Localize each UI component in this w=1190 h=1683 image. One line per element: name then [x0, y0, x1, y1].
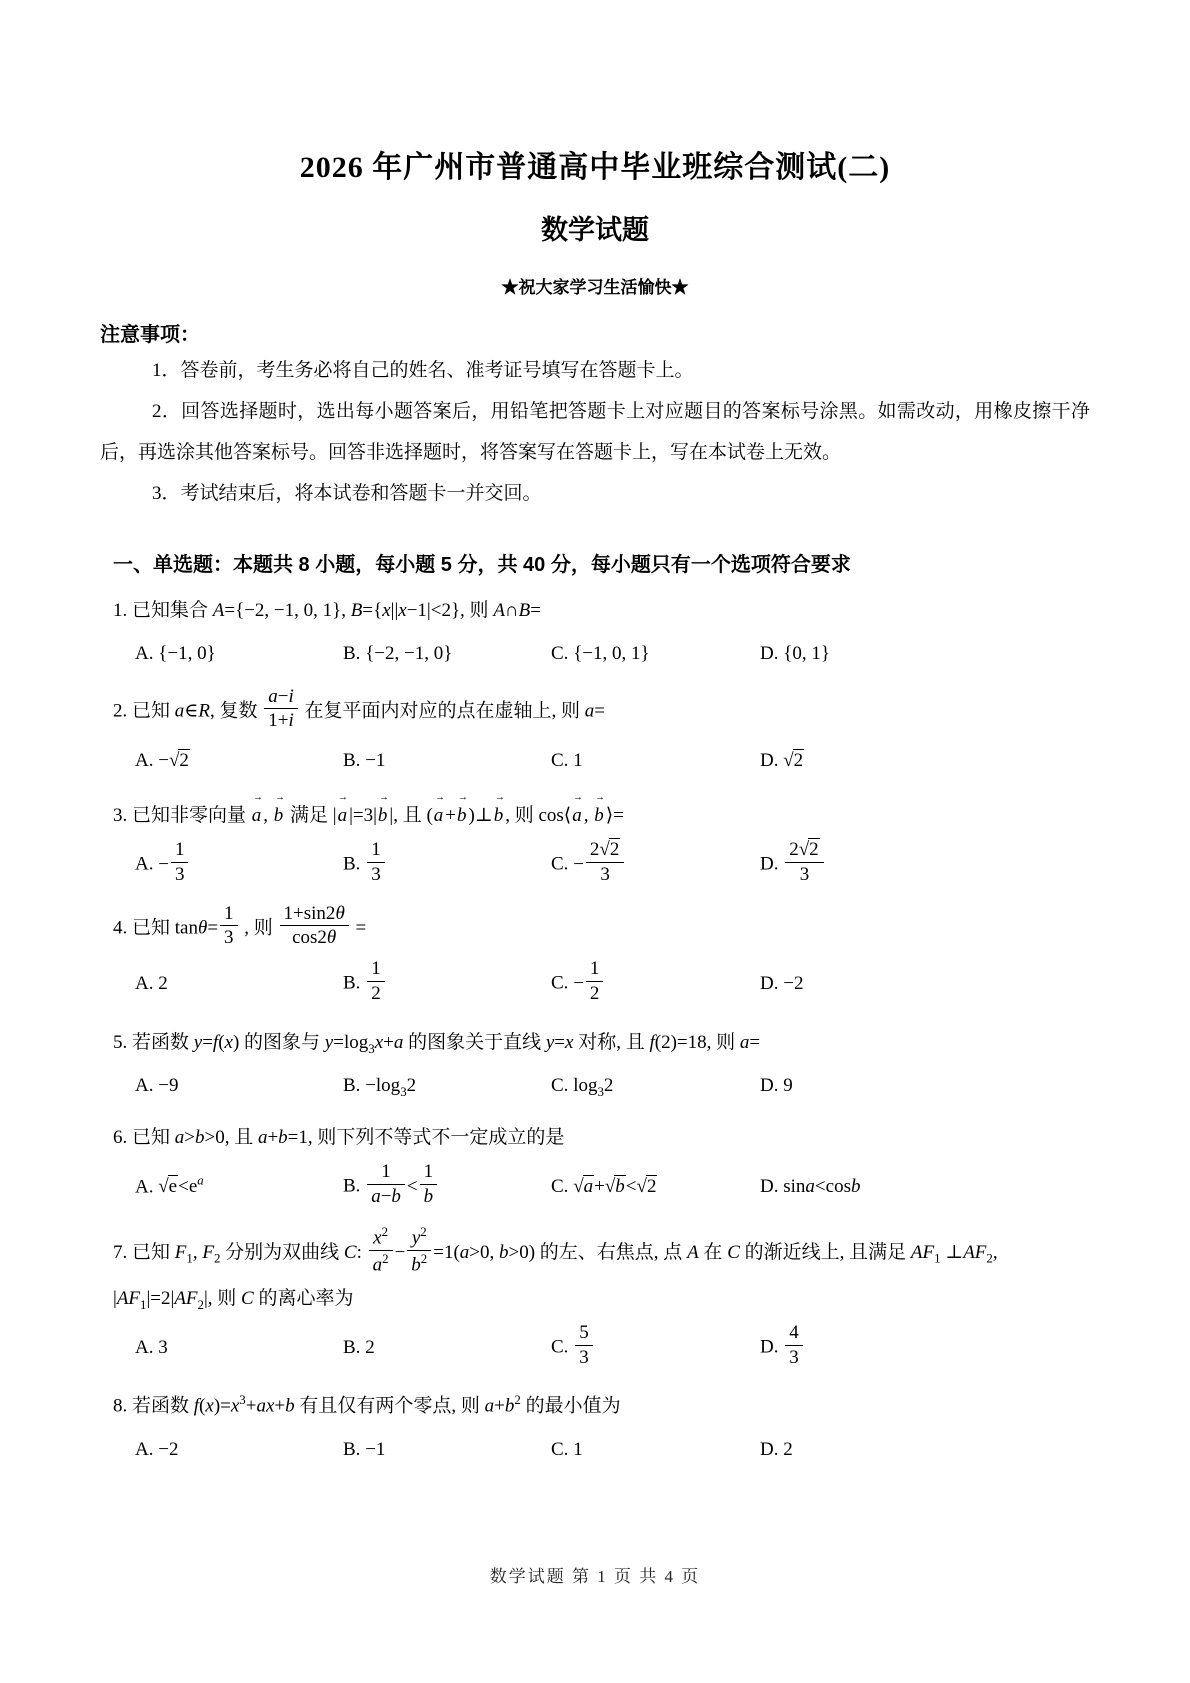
option-value: − $\frac{1}{3}$: [158, 854, 190, 875]
question-3: [100, 794, 1090, 890]
option-value: −√2: [158, 750, 189, 772]
option-value: $\frac{1}{2}$: [365, 973, 387, 994]
option-label: C.: [551, 643, 569, 665]
option-7B: [343, 1330, 551, 1366]
option-6C: [551, 1169, 760, 1205]
option-1B: [343, 636, 551, 672]
option-label: B.: [343, 1438, 361, 1460]
question-stem: 8. 若函数 $f(x)=x^3+ax+b$ 有且仅有两个零点, 则 $a+b^2$ 的最小值为: [113, 1392, 621, 1417]
option-4A: [135, 966, 343, 1002]
option-label: D.: [760, 1074, 779, 1096]
option-value: {0, 1}: [783, 643, 830, 665]
page-title: 2026 年广州市普通高中毕业班综合测试(二): [299, 151, 891, 184]
option-value: $\log_32$: [573, 1074, 614, 1099]
question-stem: 2. 已知 a∈R, 复数 $\frac{a-i}{1+i}$ 在复平面内对应的点在虚轴上, 则 a=: [113, 685, 605, 732]
option-2A: [135, 743, 343, 779]
option-label: B.: [343, 643, 361, 665]
options-row: [100, 960, 1090, 1009]
option-value: $\frac{4}{3}$: [783, 1336, 805, 1357]
option-value: 9: [783, 1074, 793, 1096]
motto: ★祝大家学习生活愉快★: [501, 278, 689, 297]
option-value: −2: [783, 973, 804, 995]
notice-item: 1．答卷前，考生务必将自己的姓名、准考证号填写在答题卡上。: [152, 360, 694, 381]
option-value: −2: [158, 1438, 179, 1460]
option-2D: [760, 743, 1090, 779]
question-5: [100, 1024, 1090, 1104]
options-row: [100, 1321, 1090, 1373]
option-value: 3: [158, 1337, 168, 1358]
options-row: [100, 841, 1090, 890]
option-7C: [551, 1321, 760, 1373]
option-label: A.: [135, 1337, 154, 1358]
option-8D: [760, 1432, 1090, 1468]
option-value: sina<cosb: [783, 1176, 861, 1198]
question-stem: 4. 已知 tanθ= $\frac{1}{3}$ , 则 $\frac{1+\sin 2\theta}{\cos 2\theta}$ =: [113, 902, 367, 949]
option-value: $\frac{1}{3}$: [365, 854, 387, 875]
option-value: {−1, 0, 1}: [573, 643, 650, 665]
options-row: [100, 1163, 1090, 1212]
option-value: $\frac{5}{3}$: [573, 1336, 595, 1357]
question-1: [100, 592, 1090, 672]
option-label: C.: [551, 853, 569, 875]
option-value: $\frac{2√2}{3}$: [783, 854, 825, 875]
question-8: [100, 1387, 1090, 1467]
option-label: A.: [135, 1176, 154, 1198]
option-6D: [760, 1169, 1090, 1205]
notice-item: 3．考试结束后，将本试卷和答题卡一并交回。: [152, 482, 542, 504]
option-8A: [135, 1432, 343, 1468]
option-3C: [551, 841, 760, 890]
notice-heading: 注意事项：: [100, 324, 200, 346]
option-6A: [135, 1169, 343, 1205]
option-1D: [760, 636, 1090, 672]
question-stem: 1. 已知集合 A={−2, −1, 0, 1}, B={x||x−1|<2}, 则 A∩B=: [113, 600, 541, 622]
notice-item: 2．回答选择题时，选出每小题答案后，用铅笔把答题卡上对应题目的答案标号涂黑。如需改动，用橡皮擦干净后，再选涂其他答案标号。回答非选择题时，将答案写在答题卡上，写在本试卷上无效。: [100, 400, 1090, 463]
option-label: D.: [760, 1176, 779, 1198]
option-4D: [760, 966, 1090, 1002]
option-value: {−1, 0}: [158, 643, 216, 665]
option-4C: [551, 960, 760, 1009]
question-6: [100, 1119, 1090, 1212]
option-5C: [551, 1068, 760, 1104]
option-value: − $\frac{1}{2}$: [573, 973, 605, 994]
option-label: A.: [135, 973, 154, 995]
option-label: B.: [343, 1175, 361, 1197]
option-7A: [135, 1330, 343, 1366]
option-label: C.: [551, 972, 569, 994]
option-value: $-\log_32$: [365, 1074, 417, 1099]
question-7: [100, 1223, 1090, 1373]
option-label: D.: [760, 973, 779, 995]
question-stem: 5. 若函数 y=f(x) 的图象与 $y=\log_3x+a$ 的图象关于直线 y=x 对称, 且 f(2)=18, 则 a=: [113, 1031, 761, 1056]
questions: [100, 592, 1090, 1467]
option-5D: [760, 1068, 1090, 1104]
option-label: D.: [760, 1438, 779, 1460]
option-1C: [551, 636, 760, 672]
option-5A: [135, 1068, 343, 1104]
option-label: C.: [551, 1438, 569, 1460]
option-value: − $\frac{2√2}{3}$: [573, 854, 626, 875]
options-row: [100, 636, 1090, 672]
option-label: B.: [343, 972, 361, 994]
option-value: 2: [783, 1438, 793, 1460]
option-2C: [551, 743, 760, 779]
option-2B: [343, 743, 551, 779]
option-label: D.: [760, 853, 779, 875]
option-6B: [343, 1163, 551, 1212]
option-label: A.: [135, 750, 154, 772]
page-footer: 数学试题 第 1 页 共 4 页: [489, 1567, 701, 1586]
option-value: −1: [365, 1438, 386, 1460]
option-label: A.: [135, 1438, 154, 1460]
options-row: [100, 1068, 1090, 1104]
option-value: $√e<e^a$: [158, 1173, 204, 1198]
option-label: D.: [760, 750, 779, 772]
question-stem: 3. 已知非零向量 a → , b → 满足 |a → |=3|b → |, 且 (a → +b → )⊥b → , 则 cos⟨a → , b → ⟩=: [100, 794, 1090, 834]
option-value: −9: [158, 1074, 179, 1096]
question-stem: 6. 已知 a>b>0, 且 a+b=1, 则下列不等式不一定成立的是: [113, 1127, 565, 1149]
option-label: B.: [343, 853, 361, 875]
option-label: D.: [760, 1336, 779, 1358]
question-2: [100, 685, 1090, 780]
option-label: A.: [135, 1074, 154, 1096]
option-value: 2: [158, 973, 168, 995]
question-stem: 7. 已知 $F_1$, $F_2$ 分别为双曲线 C: $\frac{x^2}{a^2}$ − $\frac{y^2}{b^2}$ =1(a>0, b>0) 的左、右焦点, 点 A 在 C 的渐近线上, 且满足 $AF_1$ $\perp AF_2$, $|AF_1|=2|AF_2|$, 则 C 的离心率为: [113, 1223, 998, 1312]
option-label: C.: [551, 1336, 569, 1358]
question-4: [100, 902, 1090, 1009]
option-value: √2: [783, 750, 804, 772]
option-label: B.: [343, 750, 361, 772]
option-value: 1: [573, 750, 583, 772]
option-label: A.: [135, 643, 154, 665]
option-3A: [135, 841, 343, 890]
option-label: C.: [551, 1074, 569, 1096]
option-value: −1: [365, 750, 386, 772]
option-label: C.: [551, 1176, 569, 1198]
option-value: 2: [365, 1337, 375, 1358]
options-row: [100, 743, 1090, 779]
option-value: √a+√b<√2: [573, 1176, 657, 1198]
option-label: B.: [343, 1074, 361, 1096]
option-7D: [760, 1321, 1090, 1373]
option-label: C.: [551, 750, 569, 772]
option-8C: [551, 1432, 760, 1468]
option-8B: [343, 1432, 551, 1468]
option-label: A.: [135, 853, 154, 875]
option-3B: [343, 841, 551, 890]
option-value: 1: [573, 1438, 583, 1460]
option-value: $\frac{1}{a-b}$ < $\frac{1}{b}$: [365, 1176, 439, 1197]
section-heading: 一、单选题：本题共 8 小题，每小题 5 分，共 40 分，每小题只有一个选项符合要求: [113, 554, 851, 577]
option-4B: [343, 960, 551, 1009]
page-subtitle: 数学试题: [541, 215, 649, 245]
option-1A: [135, 636, 343, 672]
options-row: [100, 1432, 1090, 1468]
option-label: D.: [760, 643, 779, 665]
notices: [100, 351, 1090, 514]
option-3D: [760, 841, 1090, 890]
option-5B: [343, 1068, 551, 1104]
option-value: {−2, −1, 0}: [365, 643, 453, 665]
option-label: B.: [343, 1337, 361, 1358]
